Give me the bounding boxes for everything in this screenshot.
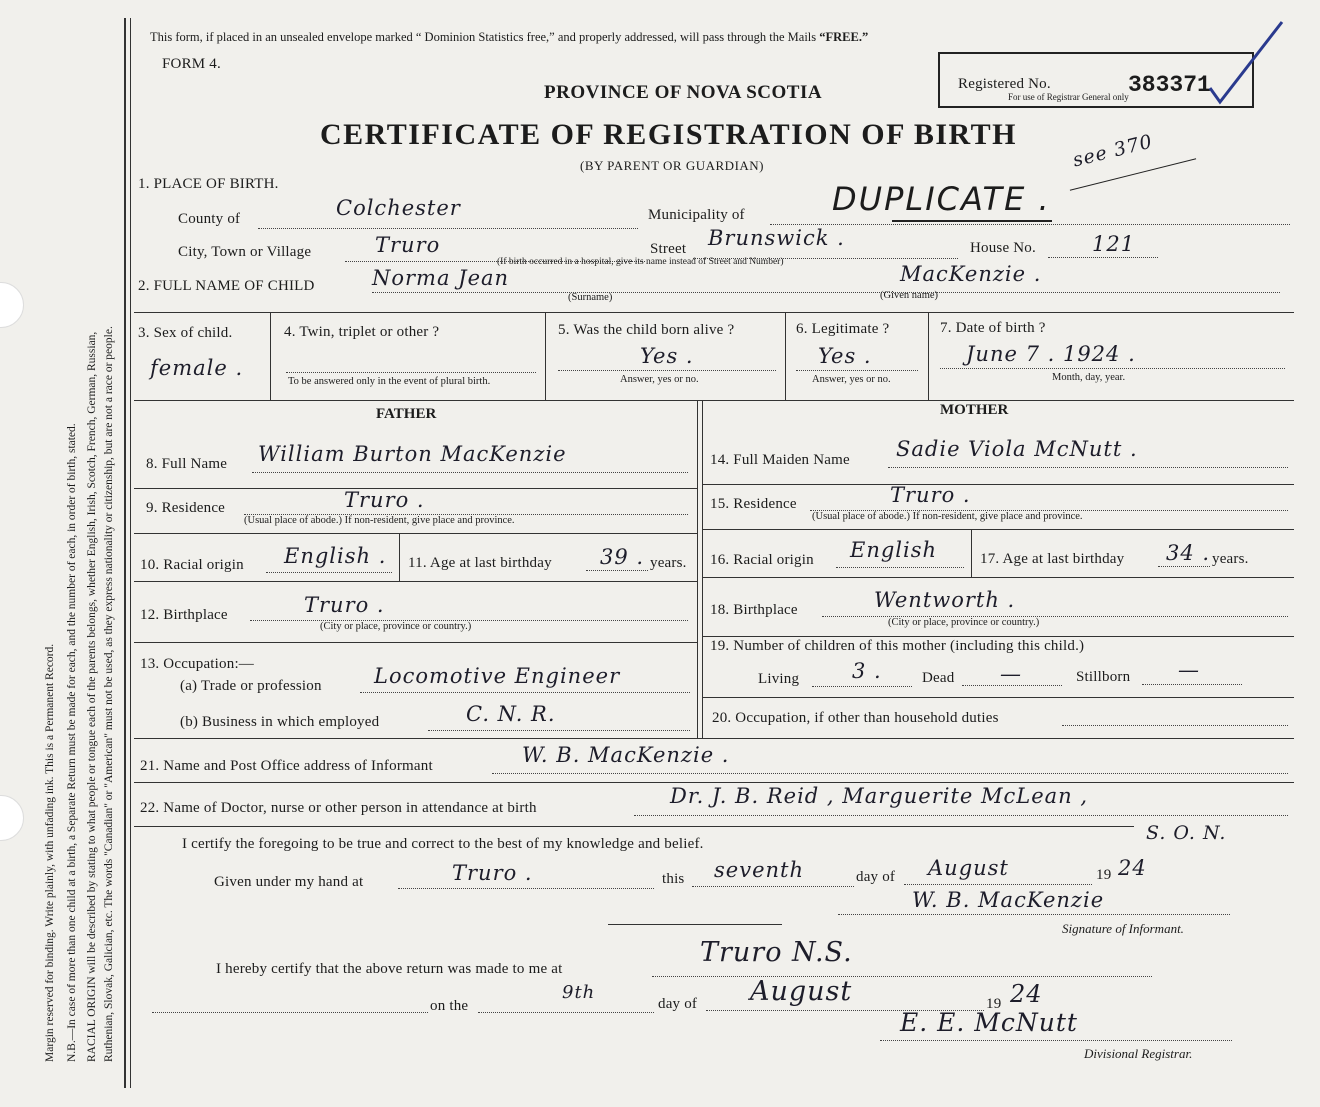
column-divider (928, 312, 929, 400)
twin-label: 4. Twin, triplet or other ? (284, 324, 440, 340)
sex-value[interactable]: female . (150, 356, 244, 380)
living-line (812, 686, 912, 687)
section-rule (134, 826, 1134, 827)
section-rule (134, 312, 1294, 313)
certify-year-value[interactable]: 24 (1118, 856, 1147, 880)
margin-rule (124, 18, 126, 1088)
margin-note: Margin reserved for binding. Write plainly, with unfading ink. This is a Permanent Record. (44, 643, 56, 1062)
father-years: years. (650, 555, 687, 571)
municipality-value[interactable]: DUPLICATE . (832, 180, 1051, 218)
dead-label: Dead (922, 670, 955, 686)
margin-note: RACIAL ORIGIN will be described by stating to what people or tongue each of the parents belongs, whether English, Irish, Scotch, French, German, Russian, (86, 331, 98, 1062)
certify-day-of-label: day of (856, 869, 896, 885)
father-name-label: 8. Full Name (146, 456, 228, 472)
city-value[interactable]: Truro (375, 233, 441, 257)
birth-date-line (940, 368, 1285, 369)
business-line (428, 730, 690, 731)
certificate-title: CERTIFICATE OF REGISTRATION OF BIRTH (320, 118, 1017, 151)
informant-value[interactable]: W. B. MacKenzie . (522, 743, 730, 767)
place-of-birth-heading: 1. PLACE OF BIRTH. (138, 176, 279, 192)
mother-occupation-label: 20. Occupation, if other than household duties (712, 710, 999, 726)
registrar-signature-line (880, 1040, 1232, 1041)
registrar-year-prefix: 19 (986, 996, 1002, 1012)
annotation: see 370 (1070, 130, 1155, 172)
hospital-note: (If birth occurred in a hospital, give its name instead of Street and Number) (497, 257, 784, 267)
registrar-day-line (478, 1012, 654, 1013)
doctor-extra[interactable]: S. O. N. (1146, 822, 1227, 844)
living-value[interactable]: 3 . (852, 659, 882, 683)
informant-label: 21. Name and Post Office address of Informant (140, 758, 433, 774)
margin-note: Ruthenian, Slovak, Galician, etc. The words "Canadian" or "American" must not be used, as they express nationality or citizenship, but are not a race or people. (103, 326, 115, 1062)
alive-line (558, 370, 776, 371)
binding-hole (0, 795, 24, 841)
mother-residence-note: (Usual place of abode.) If non-resident, give place and province. (812, 511, 1083, 522)
mother-racial-value[interactable]: English (850, 538, 938, 562)
certify-day-line (692, 886, 854, 887)
mother-occupation-line (1062, 725, 1288, 726)
certify-this-label: this (662, 871, 685, 887)
duplicate-underline (892, 220, 1052, 222)
father-residence-label: 9. Residence (146, 500, 226, 516)
informant-signature-line (838, 914, 1230, 915)
column-divider (545, 312, 546, 400)
row-rule (702, 577, 1294, 578)
row-rule (134, 581, 697, 582)
registrar-signature-label: Divisional Registrar. (1084, 1046, 1193, 1061)
reg-sub: For use of Registrar General only (1008, 92, 1129, 102)
row-rule (702, 697, 1294, 698)
mail-notice: This form, if placed in an unsealed envelope marked “ Dominion Statistics free,” and properly addressed, will pass through the Mails “FREE.” (150, 30, 869, 44)
registrar-day-value[interactable]: 9th (562, 982, 596, 1003)
certify-month-line (904, 884, 1092, 885)
certificate-subtitle: (BY PARENT OR GUARDIAN) (580, 158, 765, 173)
house-line (1048, 257, 1158, 258)
legitimate-note: Answer, yes or no. (812, 374, 891, 385)
certify-year-prefix: 19 (1096, 867, 1112, 883)
stillborn-value[interactable]: — (1178, 658, 1200, 682)
county-value[interactable]: Colchester (336, 196, 461, 220)
legitimate-line (796, 370, 918, 371)
informant-signature-label: Signature of Informant. (1062, 921, 1184, 936)
section-rule (134, 782, 1294, 783)
mother-name-line (888, 467, 1288, 468)
city-label: City, Town or Village (178, 244, 312, 260)
registrar-place-line (652, 976, 1152, 977)
mother-heading: MOTHER (940, 402, 1009, 418)
mother-age-line (1158, 566, 1210, 567)
certify-statement: I certify the foregoing to be true and correct to the best of my knowledge and belief. (182, 836, 704, 852)
informant-signature[interactable]: W. B. MacKenzie (912, 888, 1105, 912)
sex-label: 3. Sex of child. (138, 325, 233, 341)
business-value[interactable]: C. N. R. (466, 702, 556, 726)
reg-label: Registered No. (958, 76, 1051, 92)
house-label: House No. (970, 240, 1036, 256)
child-name-line (372, 292, 1280, 293)
surname-note: (Surname) (568, 292, 613, 303)
certify-day-value[interactable]: seventh (714, 858, 804, 882)
twin-note: To be answered only in the event of plural birth. (288, 376, 491, 387)
living-label: Living (758, 671, 800, 687)
county-line (258, 228, 638, 229)
trade-line (360, 692, 690, 693)
child-name-label: 2. FULL NAME OF CHILD (138, 278, 315, 294)
child-surname[interactable]: MacKenzie . (900, 262, 1042, 286)
registrar-signature[interactable]: E. E. McNutt (900, 1008, 1078, 1037)
row-rule (134, 533, 697, 534)
father-age-label: 11. Age at last birthday (408, 555, 552, 571)
municipality-line (770, 224, 1290, 225)
birth-date-note: Month, day, year. (1052, 372, 1126, 383)
county-label: County of (178, 211, 241, 227)
certify-month-value[interactable]: August (928, 856, 1009, 880)
given-place-value[interactable]: Truro . (452, 861, 533, 885)
binding-hole (0, 282, 24, 328)
stillborn-label: Stillborn (1076, 669, 1131, 685)
cell-divider (399, 533, 400, 581)
given-place-line (398, 888, 654, 889)
doctor-value[interactable]: Dr. J. B. Reid , Marguerite McLean , (670, 784, 1089, 808)
alive-note: Answer, yes or no. (620, 374, 699, 385)
mother-birthplace-label: 18. Birthplace (710, 602, 798, 618)
mother-name-value[interactable]: Sadie Viola McNutt . (896, 437, 1138, 461)
stillborn-line (1142, 684, 1242, 685)
father-heading: FATHER (376, 406, 437, 422)
registrar-place-value[interactable]: Truro N.S. (700, 937, 853, 968)
birth-date-value[interactable]: June 7 . 1924 . (966, 342, 1136, 366)
mother-residence-label: 15. Residence (710, 496, 797, 512)
alive-label: 5. Was the child born alive ? (558, 322, 735, 338)
father-racial-label: 10. Racial origin (140, 557, 244, 573)
father-residence-value[interactable]: Truro . (344, 488, 425, 512)
informant-line (492, 773, 1288, 774)
registrar-month-value[interactable]: August (750, 976, 853, 1007)
column-divider (785, 312, 786, 400)
mother-birthplace-note: (City or place, province or country.) (888, 617, 1040, 628)
row-rule (702, 529, 1294, 530)
margin-rule (130, 18, 131, 1088)
registrar-on-the-label: on the (430, 998, 469, 1014)
province-name: PROVINCE OF NOVA SCOTIA (544, 82, 823, 103)
doctor-label: 22. Name of Doctor, nurse or other person in attendance at birth (140, 800, 537, 816)
children-label: 19. Number of children of this mother (including this child.) (710, 638, 1085, 654)
registrar-blank-line (152, 1012, 428, 1013)
father-racial-line (266, 572, 392, 573)
column-divider (270, 312, 271, 400)
legitimate-label: 6. Legitimate ? (796, 321, 890, 337)
legitimate-value[interactable]: Yes . (818, 344, 872, 368)
child-given-name[interactable]: Norma Jean (372, 266, 510, 290)
checkmark-icon (1200, 14, 1290, 110)
trade-label: (a) Trade or profession (180, 678, 322, 694)
section-rule (134, 400, 1294, 401)
father-birthplace-note: (City or place, province or country.) (320, 621, 472, 632)
father-occupation-label: 13. Occupation:— (140, 656, 255, 672)
margin-note: N.B.—In case of more than one child at a birth, a Separate Return must be made for each, and the number of each, in order of birth, stated. (66, 423, 78, 1062)
father-age-value[interactable]: 39 . (600, 545, 645, 569)
mother-racial-label: 16. Racial origin (710, 552, 814, 568)
row-rule (702, 636, 1294, 637)
alive-value[interactable]: Yes . (640, 344, 694, 368)
mother-name-label: 14. Full Maiden Name (710, 452, 850, 468)
father-birthplace-value[interactable]: Truro . (304, 593, 385, 617)
father-residence-note: (Usual place of abode.) If non-resident, give place and province. (244, 515, 515, 526)
twin-line (286, 372, 536, 373)
dead-value[interactable]: — (1000, 662, 1022, 686)
mother-racial-line (836, 567, 964, 568)
trade-value[interactable]: Locomotive Engineer (374, 664, 621, 688)
form-number: FORM 4. (162, 56, 221, 72)
father-birthplace-label: 12. Birthplace (140, 607, 228, 623)
municipality-label: Municipality of (648, 207, 745, 223)
doctor-line (634, 815, 1288, 816)
mother-years: years. (1212, 551, 1249, 567)
mother-birthplace-value[interactable]: Wentworth . (874, 588, 1016, 612)
given-name-note: (Given name) (880, 290, 939, 301)
business-label: (b) Business in which employed (180, 714, 380, 730)
row-rule (134, 642, 697, 643)
father-age-line (586, 570, 648, 571)
reg-number: 383371 (1128, 72, 1211, 98)
mother-age-label: 17. Age at last birthday (980, 551, 1125, 567)
registrar-year-value[interactable]: 24 (1010, 980, 1043, 1008)
section-rule (134, 738, 1294, 739)
row-rule (702, 484, 1294, 485)
street-value[interactable]: Brunswick . (708, 226, 845, 250)
street-label: Street (650, 241, 687, 257)
registrar-statement: I hereby certify that the above return was made to me at (216, 961, 563, 977)
father-name-value[interactable]: William Burton MacKenzie (258, 442, 567, 466)
registrar-day-of-label: day of (658, 996, 698, 1012)
given-label: Given under my hand at (214, 874, 364, 890)
father-name-line (252, 472, 688, 473)
father-racial-value[interactable]: English . (284, 544, 387, 568)
parents-divider (702, 400, 703, 738)
birth-date-label: 7. Date of birth ? (940, 320, 1046, 336)
house-value[interactable]: 121 (1092, 232, 1136, 256)
cell-divider (971, 529, 972, 577)
mother-age-value[interactable]: 34 . (1166, 541, 1211, 565)
mother-residence-value[interactable]: Truro . (890, 483, 971, 507)
parents-divider (697, 400, 698, 738)
separator-rule (608, 924, 782, 925)
